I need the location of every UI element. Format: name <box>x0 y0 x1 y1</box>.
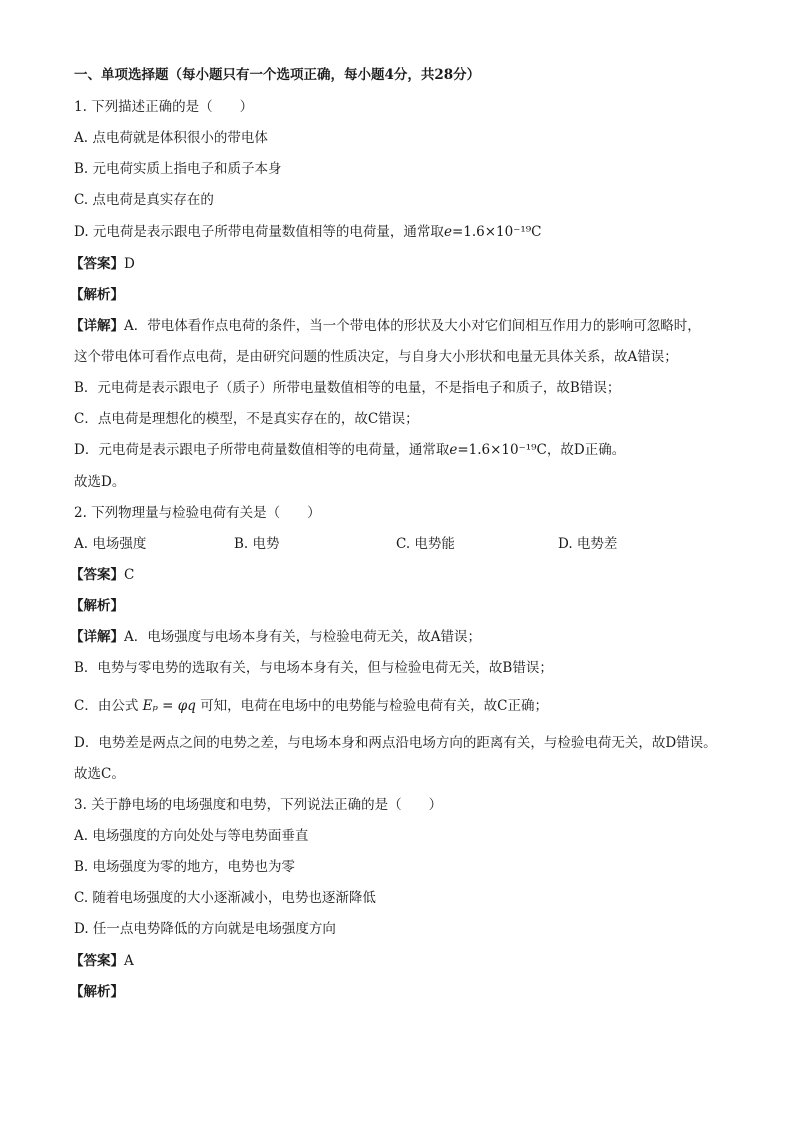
answer-value: C <box>124 567 135 583</box>
q2-option-c: C. 电势能 <box>396 536 455 552</box>
q2-option-b: B. 电势 <box>234 536 280 552</box>
detail-c-formula: Eₚ = φq <box>142 698 196 714</box>
q1-detail-line-4: C．点电荷是理想化的模型，不是真实存在的，故C错误； <box>74 411 419 427</box>
q3-answer <box>70 952 754 970</box>
q2-detail-line-2: B．电势与零电势的选取有关，与电场本身有关，但与检验电荷无关，故B错误； <box>74 660 553 676</box>
detail-c-tail: 可知，电荷在电场中的电势能与检验电荷有关，故C正确； <box>200 698 549 714</box>
q1-option-d-symbol: e <box>443 224 452 240</box>
q2-conclusion: 故选C。 <box>74 766 125 782</box>
question-1-stem: 1. 下列描述正确的是（ ） <box>74 99 254 115</box>
q1-option-a: A. 点电荷就是体积很小的带电体 <box>74 130 268 146</box>
q3-option-c: C. 随着电场强度的大小逐渐减小，电势也逐渐降低 <box>74 890 376 906</box>
q1-detail-line-1 <box>70 317 754 335</box>
q1-conclusion: 故选D。 <box>74 474 126 490</box>
detail-d-text: D．元电荷是表示跟电子所带电荷量数值相等的电荷量，通常取 <box>74 442 450 458</box>
q1-detail-line-3: B．元电荷是表示跟电子（质子）所带电量数值相等的电量，不是指电子和质子，故B错误； <box>74 380 621 396</box>
q1-answer <box>70 255 754 273</box>
detail-text: A．电场强度与电场本身有关，与检验电荷无关，故A错误； <box>124 629 481 645</box>
answer-tag: 【答案】 <box>70 953 124 969</box>
answer-value: A <box>124 953 134 969</box>
q3-option-d: D. 任一点电势降低的方向就是电场强度方向 <box>74 921 336 937</box>
question-2-stem: 2. 下列物理量与检验电荷有关是（ ） <box>74 505 321 521</box>
q3-analysis-tag: 【解析】 <box>70 984 124 1000</box>
q2-detail-line-3 <box>74 697 754 715</box>
answer-value: D <box>124 256 135 272</box>
q3-option-a: A. 电场强度的方向处处与等电势面垂直 <box>74 828 309 844</box>
question-3-stem: 3. 关于静电场的电场强度和电势，下列说法正确的是（ ） <box>74 797 443 813</box>
detail-tag: 【详解】 <box>70 318 124 334</box>
detail-d-symbol: e <box>449 442 458 458</box>
q2-option-d: D. 电势差 <box>558 536 618 552</box>
section-header: 一、单项选择题（每小题只有一个选项正确，每小题4分，共28分） <box>74 67 481 83</box>
q1-detail-line-5 <box>74 441 754 459</box>
q2-detail-line-1 <box>70 628 754 646</box>
q1-option-d-text: D. 元电荷是表示跟电子所带电荷量数值相等的电荷量，通常取 <box>74 224 444 240</box>
q1-option-b: B. 元电荷实质上指电子和质子本身 <box>74 161 282 177</box>
answer-tag: 【答案】 <box>70 256 124 272</box>
q1-option-d <box>74 223 754 241</box>
q1-option-d-value: =1.6×10⁻¹⁹C <box>451 224 542 240</box>
q1-detail-line-2: 这个带电体可看作点电荷，是由研究问题的性质决定，与自身大小形状和电量无具体关系，故A错误； <box>74 349 678 365</box>
detail-c-text: C．由公式 <box>74 698 139 714</box>
q2-option-a: A. 电场强度 <box>74 536 147 552</box>
q2-analysis-tag: 【解析】 <box>70 598 124 614</box>
q1-analysis-tag: 【解析】 <box>70 287 124 303</box>
q1-option-c: C. 点电荷是真实存在的 <box>74 192 214 208</box>
detail-d-value: =1.6×10⁻¹⁹C，故D正确。 <box>457 442 626 458</box>
detail-text: A．带电体看作点电荷的条件，当一个带电体的形状及大小对它们间相互作用力的影响可忽略时， <box>124 318 701 334</box>
q2-detail-line-4: D．电势差是两点之间的电势之差，与电场本身和两点沿电场方向的距离有关，与检验电荷无关，故D错误。 <box>74 735 717 751</box>
q3-option-b: B. 电场强度为零的地方，电势也为零 <box>74 859 296 875</box>
q2-answer <box>70 566 754 584</box>
detail-tag: 【详解】 <box>70 629 124 645</box>
answer-tag: 【答案】 <box>70 567 124 583</box>
